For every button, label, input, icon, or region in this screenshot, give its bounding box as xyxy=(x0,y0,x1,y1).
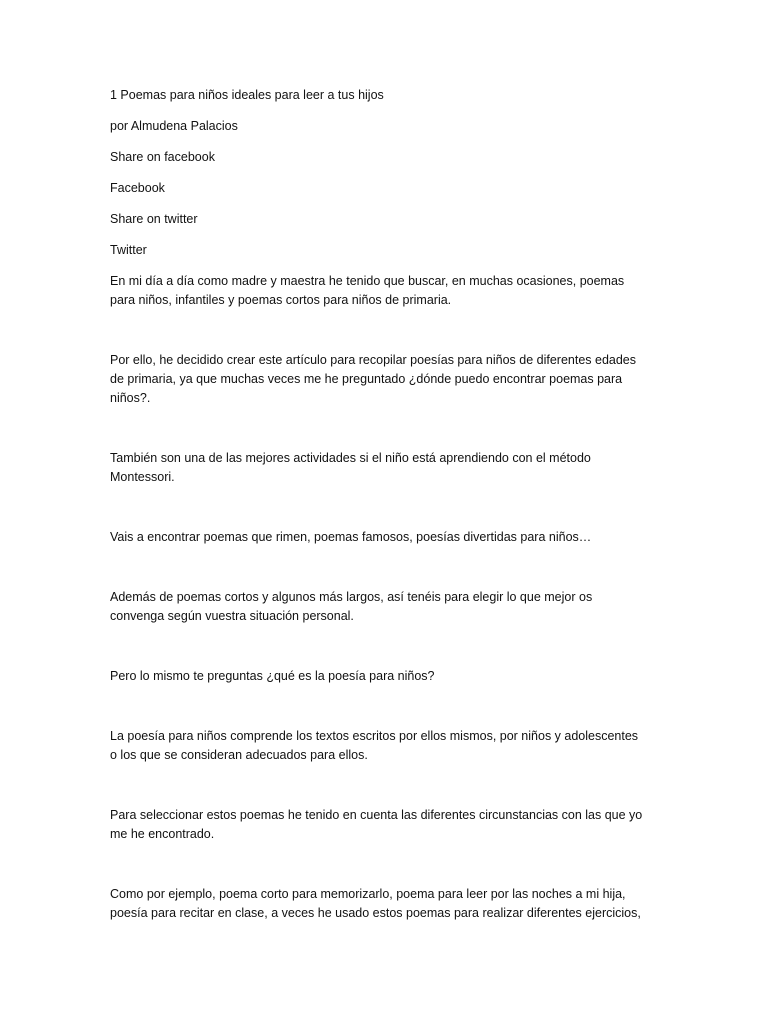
facebook-text[interactable]: Facebook xyxy=(110,181,165,195)
share-facebook-text[interactable]: Share on facebook xyxy=(110,150,215,164)
paragraph-7 xyxy=(110,727,658,765)
paragraph-1 xyxy=(110,272,658,310)
share-twitter-link[interactable] xyxy=(110,210,658,229)
twitter-link[interactable] xyxy=(110,241,658,260)
paragraph-line: En mi día a día como madre y maestra he tenido que buscar, en muchas ocasiones, poemas xyxy=(110,274,625,288)
paragraph-line: Montessori. xyxy=(110,470,175,484)
paragraph-5 xyxy=(110,588,658,626)
author-byline: por Almudena Palacios xyxy=(110,119,238,133)
paragraph-9 xyxy=(110,885,658,923)
paragraph-8 xyxy=(110,806,658,844)
paragraph-line: Vais a encontrar poemas que rimen, poemas famosos, poesías divertidas para niños… xyxy=(110,530,592,544)
paragraph-line: Por ello, he decidido crear este artículo para recopilar poesías para niños de diferentes edades xyxy=(110,353,637,367)
paragraph-line: poesía para recitar en clase, a veces he usado estos poemas para realizar diferentes ejercicios, xyxy=(110,906,641,920)
paragraph-3 xyxy=(110,449,658,487)
paragraph-line: Como por ejemplo, poema corto para memorizarlo, poema para leer por las noches a mi hija, xyxy=(110,887,626,901)
paragraph-line: me he encontrado. xyxy=(110,827,215,841)
paragraph-line: Pero lo mismo te preguntas ¿qué es la poesía para niños? xyxy=(110,669,435,683)
paragraph-line: Para seleccionar estos poemas he tenido en cuenta las diferentes circunstancias con las que yo xyxy=(110,808,643,822)
paragraph-line: para niños, infantiles y poemas cortos para niños de primaria. xyxy=(110,293,452,307)
paragraph-line: o los que se consideran adecuados para ellos. xyxy=(110,748,368,762)
paragraph-line: convenga según vuestra situación personal. xyxy=(110,609,354,623)
paragraph-2 xyxy=(110,351,658,408)
paragraph-6 xyxy=(110,667,658,686)
paragraph-line: También son una de las mejores actividades si el niño está aprendiendo con el método xyxy=(110,451,591,465)
paragraph-line: de primaria, ya que muchas veces me he preguntado ¿dónde puedo encontrar poemas para xyxy=(110,372,623,386)
share-twitter-text[interactable]: Share on twitter xyxy=(110,212,198,226)
share-facebook-link[interactable] xyxy=(110,148,658,167)
paragraph-4 xyxy=(110,528,658,547)
paragraph-line: niños?. xyxy=(110,391,151,405)
twitter-text[interactable]: Twitter xyxy=(110,243,147,257)
document-title: 1 Poemas para niños ideales para leer a tus hijos xyxy=(110,88,384,102)
paragraph-line: Además de poemas cortos y algunos más largos, así tenéis para elegir lo que mejor os xyxy=(110,590,593,604)
document-page xyxy=(110,86,658,923)
facebook-link[interactable] xyxy=(110,179,658,198)
paragraph-line: La poesía para niños comprende los textos escritos por ellos mismos, por niños y adolescentes xyxy=(110,729,639,743)
